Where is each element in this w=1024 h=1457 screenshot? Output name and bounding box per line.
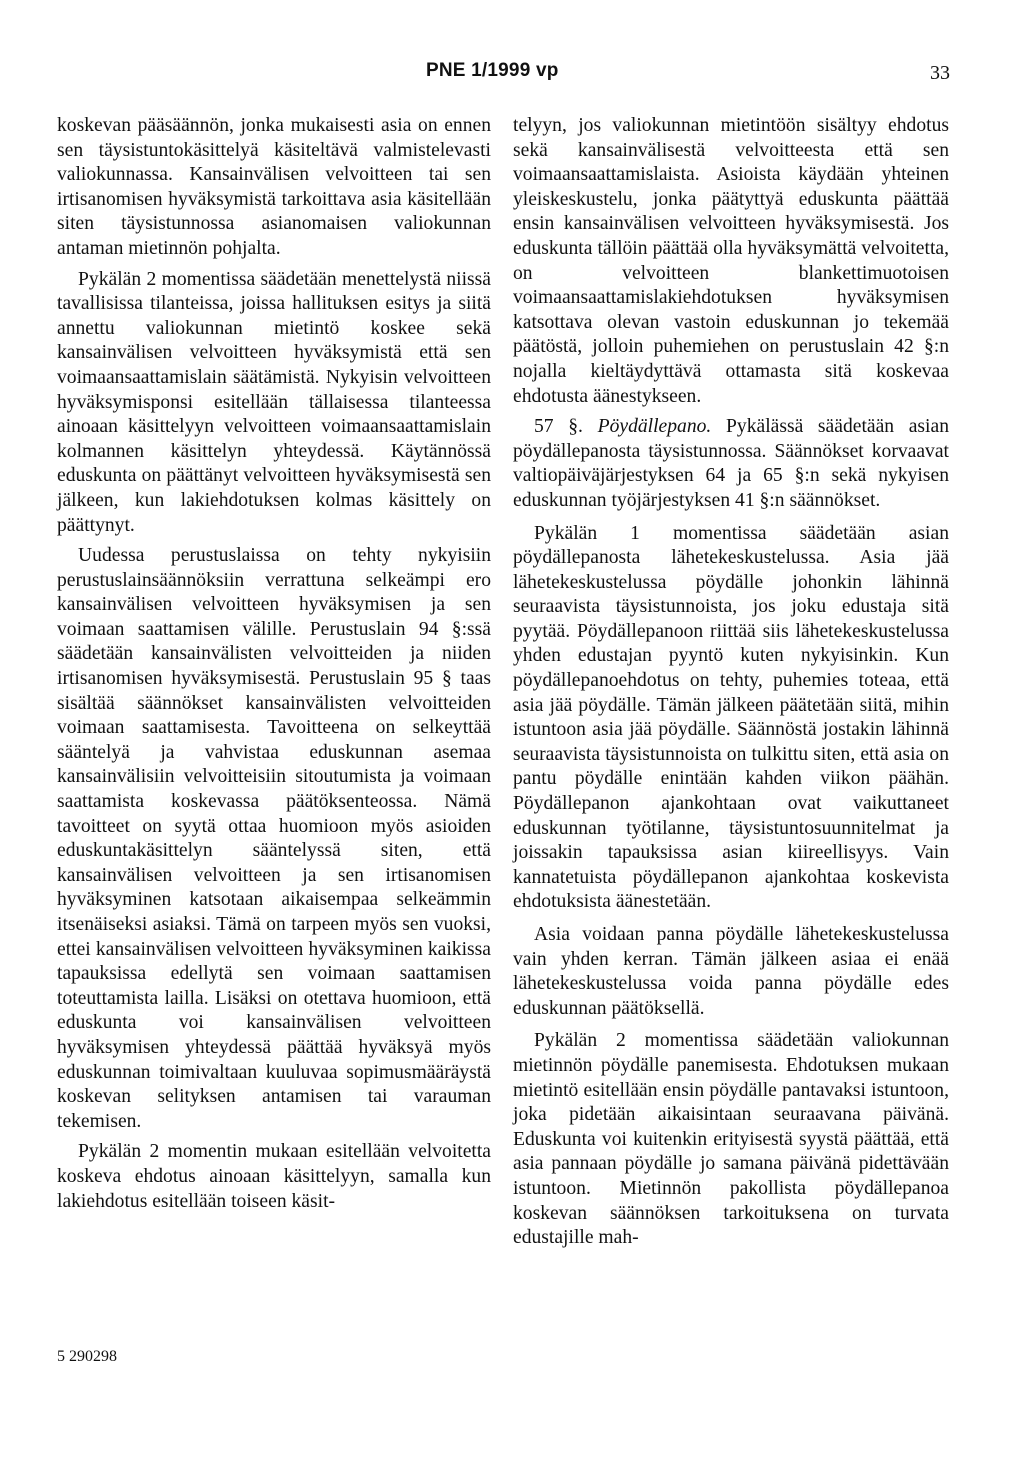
section-number: 57 §.	[534, 416, 583, 438]
right-column	[513, 114, 949, 1257]
document-title: PNE 1/1999 vp	[426, 60, 559, 81]
section-heading: Pöydällepano.	[597, 416, 712, 438]
print-code: 5 290298	[57, 1348, 117, 1365]
paragraph: Asia voidaan panna pöydälle lähetekeskustelussa vain yhden kerran. Tämän jälkeen asiaa ei enää lähetekeskustelussa voida panna pöydälle edes eduskunnan päätöksellä.	[513, 924, 949, 1019]
section-text: Pykälässä säädetään asian pöydällepanosta täysistunnossa. Säännökset korvaavat valtiopäiväjärjestyksen 64 ja 65 §:n sekä nykyisen eduskunnan työjärjestyksen 41 §:n säännökset.	[513, 416, 949, 511]
paragraph: koskevan pääsäännön, jonka mukaisesti asia on ennen sen täysistuntokäsittelyä käsiteltävä valmistelevasti valiokunnassa. Kansainvälisen velvoitteen tai sen irtisanomisen hyväksymistä tarkoittava asia käsitellään siten täysistunnossa asianomaisen valiokunnan antaman mietinnön pohjalta.	[57, 115, 491, 259]
paragraph: Pykälän 2 momentin mukaan esitellään velvoitetta koskeva ehdotus ainoaan käsittelyyn, samalla kun lakiehdotus esitellään toiseen käsit-	[57, 1141, 491, 1212]
page-number: 33	[930, 62, 950, 84]
paragraph: Pykälän 1 momentissa säädetään asian pöydällepanosta lähetekeskustelussa. Asia jää lähetekeskustelussa pöydälle johonkin lähinnä seuraavista täysistunnoista, jos joku edustaja sitä pyytää. Pöydällepanoon riittää siis lähetekeskustelussa yhden edustajan pyyntö kuten nykyisinkin. Kun pöydällepanoehdotus on tehty, puhemies toteaa, että asia jää pöydälle. Tämän jälkeen päätetään siitä, mihin istuntoon asia jää pöydälle. Säännöstä jostakin lähinnä seuraavista täysistunnoista on tulkittu siten, että asia on pantu pöydälle enintään kahden viikon päähän. Pöydällepanon ajankohtaan ovat vaikuttaneet eduskunnan työtilanne, täysistuntosuunnitelmat ja joissakin tapauksissa asian kiireellisyys. Vain kannatetuista pöydällepanon ajankohtaa koskevista ehdotuksista äänestetään.	[513, 522, 949, 913]
paragraph: Pykälän 2 momentissa säädetään menettelystä niissä tavallisissa tilanteissa, joissa hallituksen esitys ja siitä annettu valiokunnan mietintö koskee sekä kansainvälisen velvoitteen hyväksymistä että sen voimaansaattamislain säätämistä. Nykyisin velvoitteen hyväksymisponsi esitellään tällaisessa tilanteessa ainoaan käsittelyyn velvoitteen voimaansaattamislain kolmannen käsittelyn yhteydessä. Käytännössä eduskunta on päättänyt velvoitteen hyväksymisestä sen jälkeen, kun lakiehdotuksen kolmas käsittely on päättynyt.	[57, 268, 491, 536]
paragraph: Uudessa perustuslaissa on tehty nykyisiin perustuslainsäännöksiin verrattuna selkeämpi ero kansainvälisen velvoitteen hyväksymisen ja sen voimaan saattamisen välille. Perustuslain 94 §:ssä säädetään kansainvälisten velvoitteiden ja niiden irtisanomisen hyväksymisestä. Perustuslain 95 § taas sisältää säännökset kansainvälisten velvoitteiden voimaan saattamisesta. Tavoitteena on selkeyttää sääntelyä ja vahvistaa eduskunnan asemaa kansainvälisiin velvoitteisiin sitoutumista ja voimaan saattamista koskevassa päätöksenteossa. Nämä tavoitteet on syytä ottaa huomioon myös asioiden eduskuntakäsittelyn sääntelyssä siten, että kansainvälisen velvoitteen ja sen irtisanomisen hyväksyminen katsotaan aikaisempaa selkeämmin itsenäiseksi asiaksi. Tämä on tarpeen myös sen vuoksi, ettei kansainvälisen velvoitteen hyväksyminen kaikissa tapauksissa edellytä sen voimaan saattamisen toteuttamista lailla. Lisäksi on otettava huomioon, että eduskunta voi kansainvälisen velvoitteen hyväksymisen yhteydessä päättää hyväksyä myös eduskunnan toimivaltaan kuuluvaa sopimusmääräystä koskevan selityksen antamisen tai varauman tekemisen.	[57, 545, 491, 1132]
left-column	[57, 114, 491, 1220]
page-header	[0, 60, 1024, 90]
paragraph: telyyn, jos valiokunnan mietintöön sisältyy ehdotus sekä kansainvälisestä velvoitteesta että sen voimaansaattamislaista. Asioista käydään yhteinen yleiskeskustelu, jonka päätyttyä eduskunta päättää ensin kansainvälisen velvoitteen hyväksymisestä. Jos eduskunta tällöin päättää olla hyväksymättä velvoitetta, on velvoitteen blankettimuotoisen voimaansaattamislakiehdotuksen hyväksymisen katsottava olevan vastoin eduskunnan jo tekemää päätöstä, jolloin puhemiehen on perustuslain 42 §:n nojalla kieltäydyttävä ottamasta sitä koskevaa ehdotusta äänestykseen.	[513, 115, 949, 407]
section-paragraph	[513, 415, 949, 513]
paragraph: Pykälän 2 momentissa säädetään valiokunnan mietinnön pöydälle panemisesta. Ehdotuksen mukaan mietintö esitellään ensin pöydälle pantavaksi istuntoon, joka pidetään aikaisintaan seuraavana päivänä. Eduskunta voi kuitenkin erityisestä syystä päättää, että asia pannaan pöydälle jo samana päivänä pidettävään istuntoon. Mietinnön pakollista pöydällepanoa koskevan säännöksen tarkoituksena on turvata edustajille mah-	[513, 1030, 949, 1249]
